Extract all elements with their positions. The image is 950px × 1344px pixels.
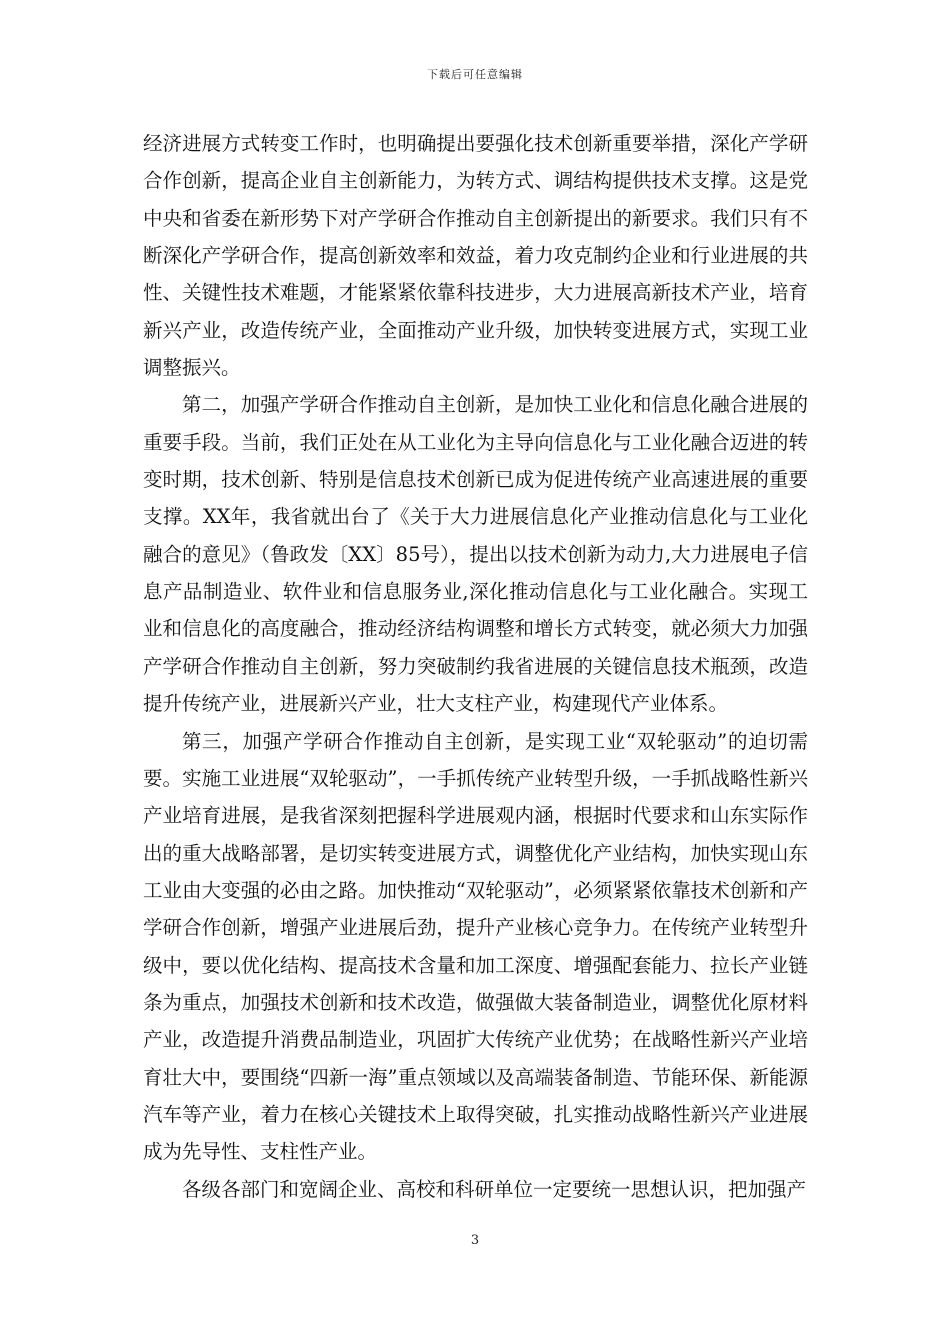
page-header: 下载后可任意编辑 [427, 68, 523, 81]
page-number: 3 [470, 1233, 480, 1248]
paragraph-3: 第三，加强产学研合作推动自主创新，是实现工业“双轮驱动”的迫切需要。实施工业进展“双轮驱动”，一手抓传统产业转型升级，一手抓战略性新兴产业培育进展，是我省深刻把握科学进展观内涵，根据时代要求和山东实际作出的重大战略部署，是切实转变进展方式，调整优化产业结构，加快实现山东工业由大变强的必由之路。加快推动“双轮驱动”，必须紧紧依靠技术创新和产学研合作创新，增强产业进展后劲，提升产业核心竞争力。在传统产业转型升级中，要以优化结构、提高技术含量和加工深度、增强配套能力、拉长产业链条为重点，加强技术创新和技术改造，做强做大装备制造业，调整优化原材料产业，改造提升消费品制造业，巩固扩大传统产业优势；在战略性新兴产业培育壮大中，要围绕“四新一海”重点领域以及高端装备制造、节能环保、新能源汽车等产业，着力在核心关键技术上取得突破，扎实推动战略性新兴产业进展成为先导性、支柱性产业。 [143, 729, 808, 1164]
paragraph-4: 各级各部门和宽阔企业、高校和科研单位一定要统一思想认识，把加强产 [182, 1177, 807, 1201]
document-body [143, 125, 808, 1208]
paragraph-2: 第二，加强产学研合作推动自主创新，是加快工业化和信息化融合进展的重要手段。当前，我们正处在从工业化为主导向信息化与工业化融合迈进的转变时期，技术创新、特别是信息技术创新已成为促进传统产业高速进展的重要支撑。XX年，我省就出台了《关于大力进展信息化产业推动信息化与工业化融合的意见》（鲁政发〔XX〕85号），提出以技术创新为动力,大力进展电子信息产品制造业、软件业和信息服务业,深化推动信息化与工业化融合。实现工业和信息化的高度融合，推动经济结构调整和增长方式转变，就必须大力加强产学研合作推动自主创新，努力突破制约我省进展的关键信息技术瓶颈，改造提升传统产业，进展新兴产业，壮大支柱产业，构建现代产业体系。 [143, 393, 808, 716]
paragraph-1: 经济进展方式转变工作时，也明确提出要强化技术创新重要举措，深化产学研合作创新，提高企业自主创新能力，为转方式、调结构提供技术支撑。这是党中央和省委在新形势下对产学研合作推动自主创新提出的新要求。我们只有不断深化产学研合作，提高创新效率和效益，着力攻克制约企业和行业进展的共性、关键性技术难题，才能紧紧依靠科技进步，大力进展高新技术产业，培育新兴产业，改造传统产业，全面推动产业升级，加快转变进展方式，实现工业调整振兴。 [143, 132, 808, 380]
